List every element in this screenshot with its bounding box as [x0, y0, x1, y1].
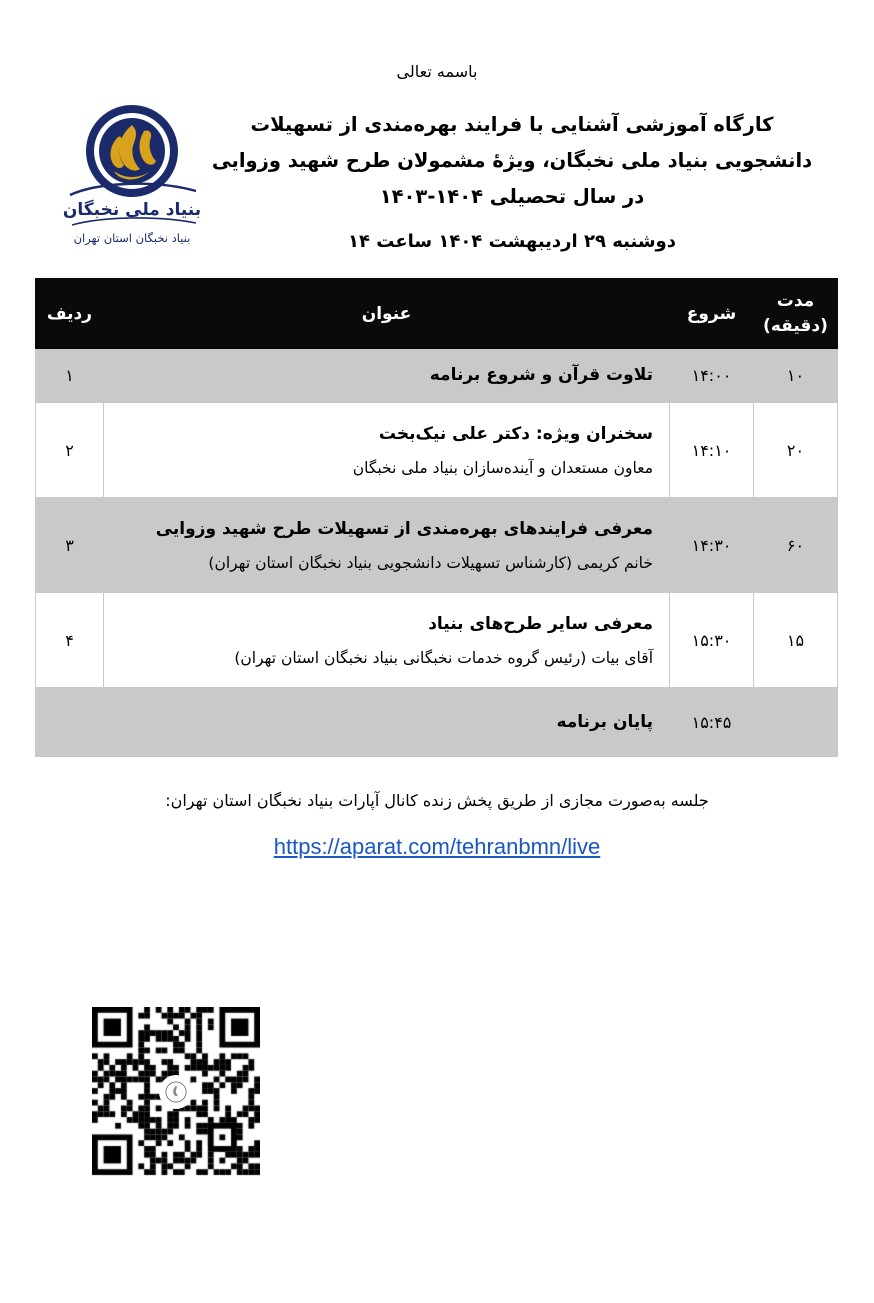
foundation-logo — [56, 99, 206, 264]
cell-title-sub: خانم کریمی (کارشناس تسهیلات دانشجویی بنیاد نخبگان استان تهران) — [208, 553, 653, 572]
event-date: دوشنبه ۲۹ اردیبهشت ۱۴۰۴ ساعت ۱۴ — [348, 231, 676, 253]
cell-duration — [754, 688, 838, 757]
qr-canvas-wrap — [92, 1007, 260, 1177]
cell-duration: ۱۰ — [754, 349, 838, 403]
cell-title-main: معرفی فرایندهای بهره‌مندی از تسهیلات طرح شهید وزوایی — [155, 518, 653, 539]
cell-row-number — [36, 688, 104, 757]
cell-row-number: ۱ — [36, 349, 104, 403]
svg-text:بنیاد ملی نخبگان: بنیاد ملی نخبگان — [62, 200, 202, 220]
table-row — [36, 403, 838, 498]
svg-text:بنیاد نخبگان استان تهران: بنیاد نخبگان استان تهران — [73, 231, 191, 245]
cell-title-main: تلاوت قرآن و شروع برنامه — [429, 365, 653, 386]
table-row — [36, 688, 838, 757]
cell-row-number: ۴ — [36, 593, 104, 688]
cell-row-number: ۲ — [36, 403, 104, 498]
cell-start-time: ۱۴:۱۰ — [670, 403, 754, 498]
agenda-table — [35, 278, 838, 757]
broadcast-note: جلسه به‌صورت مجازی از طریق پخش زنده کانال آپارات بنیاد نخبگان استان تهران: — [165, 791, 709, 811]
cell-title-main: معرفی سایر طرح‌های بنیاد — [428, 613, 653, 634]
cell-title-main: پایان برنامه — [556, 711, 653, 732]
title-line-1: کارگاه آموزشی آشنایی با فرایند بهره‌مندی از تسهیلات — [250, 113, 774, 136]
basmala-text: باسمه تعالی — [396, 62, 478, 81]
cell-start-time: ۱۴:۰۰ — [670, 349, 754, 403]
cell-title — [104, 403, 670, 498]
qr-code[interactable] — [92, 1007, 260, 1177]
header-start: شروع — [670, 279, 754, 349]
title-line-2: دانشجویی بنیاد ملی نخبگان، ویژهٔ مشمولان طرح شهید وزوایی — [211, 149, 813, 173]
agenda-body — [36, 349, 838, 757]
cell-title — [104, 498, 670, 593]
cell-title-main: سخنران ویژه: دکتر علی نیک‌بخت — [378, 423, 653, 444]
cell-title — [104, 593, 670, 688]
cell-duration: ۱۵ — [754, 593, 838, 688]
cell-title — [104, 349, 670, 403]
link-container — [0, 834, 874, 860]
header-row-number: ردیف — [36, 279, 104, 349]
qr-center-logo-icon — [159, 1075, 193, 1109]
header-title: عنوان — [104, 279, 670, 349]
cell-duration: ۶۰ — [754, 498, 838, 593]
cell-title-sub: معاون مستعدان و آینده‌سازان بنیاد ملی نخبگان — [352, 458, 653, 477]
table-row — [36, 498, 838, 593]
table-row — [36, 349, 838, 403]
live-stream-link[interactable]: https://aparat.com/tehranbmn/live — [273, 834, 601, 860]
title-line-3: در سال تحصیلی ۱۴۰۴-۱۴۰۳ — [379, 185, 645, 209]
cell-title — [104, 688, 670, 757]
header-block — [0, 107, 874, 252]
cell-title-sub: آقای بیات (رئیس گروه خدمات نخبگانی بنیاد نخبگان استان تهران) — [234, 648, 653, 667]
cell-start-time: ۱۵:۴۵ — [670, 688, 754, 757]
cell-start-time: ۱۴:۳۰ — [670, 498, 754, 593]
header-duration: مدت (دقیقه) — [754, 279, 838, 349]
cell-duration: ۲۰ — [754, 403, 838, 498]
poster-page — [0, 62, 874, 1303]
cell-start-time: ۱۵:۳۰ — [670, 593, 754, 688]
table-row — [36, 593, 838, 688]
table-header-row — [36, 279, 838, 349]
cell-row-number: ۳ — [36, 498, 104, 593]
